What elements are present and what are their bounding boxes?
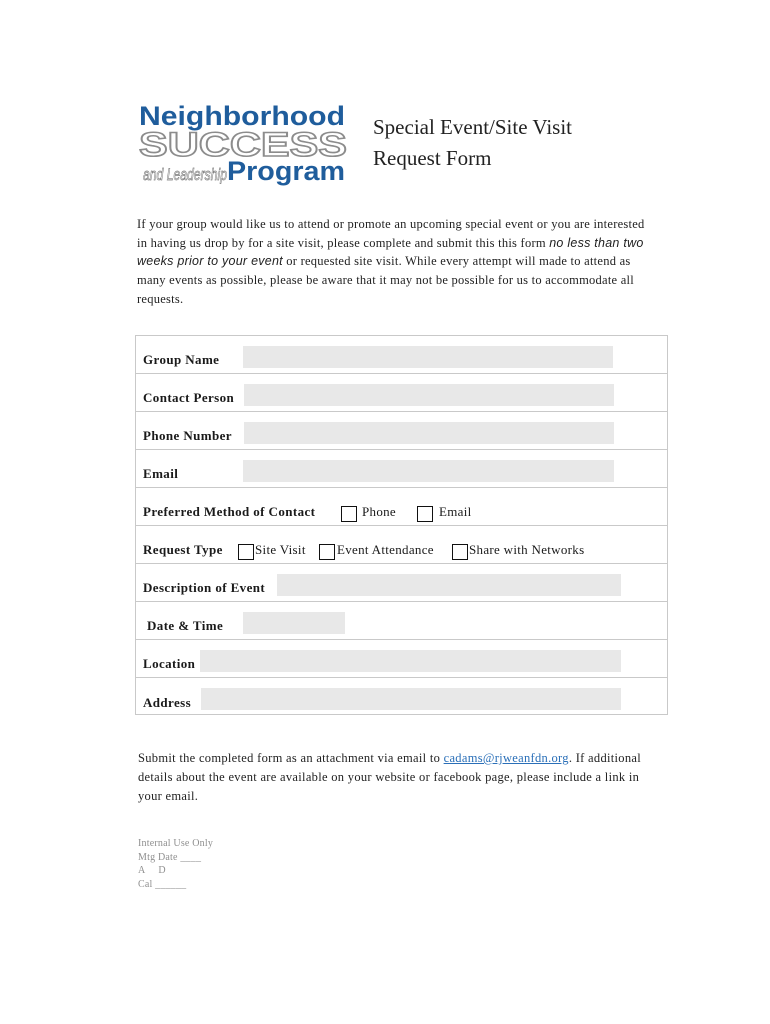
intro-text-end: or requested site visit. While every attempt will made to attend as many events as possible, please be aware that it may not be possible for us to accommodate all requests.: [137, 254, 634, 306]
submit-text-start: Submit the completed form as an attachment via email to: [138, 751, 444, 765]
date-time-label: Date & Time: [147, 618, 224, 633]
event-attendance-checkbox[interactable]: [319, 544, 335, 560]
internal-cal: Cal ______: [138, 878, 187, 890]
row-address: [136, 678, 667, 716]
row-request-type: [136, 526, 667, 564]
internal-approval: A D: [138, 865, 166, 877]
email-label: Email: [143, 466, 179, 481]
row-group-name: [136, 336, 667, 374]
site-visit-checkbox[interactable]: [238, 544, 254, 560]
internal-mtg-date: Mtg Date ____: [138, 851, 202, 863]
phone-option-label: Phone: [362, 504, 396, 519]
intro-text-start: If your group would like us to attend or promote an upcoming special event or you are interested in having us drop by for a site visit, please complete and submit this this form: [137, 217, 645, 250]
share-networks-option-label: Share with Networks: [469, 542, 585, 557]
contact-person-field[interactable]: [244, 384, 614, 406]
logo-line-program: Program: [227, 156, 345, 186]
row-contact-person: [136, 374, 667, 412]
location-label: Location: [143, 656, 196, 671]
row-phone-number: [136, 412, 667, 450]
row-email: [136, 450, 667, 488]
internal-use-heading: Internal Use Only: [138, 838, 214, 849]
contact-email-link[interactable]: cadams@rjweanfdn.org: [443, 751, 569, 765]
row-description: [136, 564, 667, 602]
phone-number-field[interactable]: [244, 422, 614, 444]
submit-instructions: [138, 749, 648, 805]
intro-paragraph: [137, 215, 657, 309]
share-networks-checkbox[interactable]: [452, 544, 468, 560]
submit-text-end: . If additional details about the event are available on your website or facebook page, please include a link in your email.: [138, 751, 642, 803]
preferred-contact-label: Preferred Method of Contact: [143, 504, 316, 519]
internal-use-block: [138, 837, 213, 891]
logo-line-success: SUCCESS: [139, 126, 347, 164]
email-option-label: Email: [439, 504, 472, 519]
description-field[interactable]: [277, 574, 621, 596]
row-location: [136, 640, 667, 678]
request-type-label: Request Type: [143, 542, 223, 557]
date-time-field[interactable]: [243, 612, 345, 634]
form-title-line-2: Request Form: [373, 146, 492, 170]
neighborhood-success-logo: [138, 100, 350, 186]
contact-person-label: Contact Person: [143, 390, 235, 405]
row-date-time: [136, 602, 667, 640]
address-label: Address: [143, 695, 192, 710]
site-visit-option-label: Site Visit: [255, 542, 306, 557]
group-name-field[interactable]: [243, 346, 613, 368]
group-name-label: Group Name: [143, 352, 220, 367]
row-preferred-contact: [136, 488, 667, 526]
email-checkbox[interactable]: [417, 506, 433, 522]
description-label: Description of Event: [143, 580, 266, 595]
logo-line-neighborhood: Neighborhood: [139, 101, 345, 131]
form-title: [373, 112, 572, 174]
event-attendance-option-label: Event Attendance: [337, 542, 434, 557]
address-field[interactable]: [201, 688, 621, 710]
intro-emphasis: no less than two weeks prior to your event: [137, 235, 644, 269]
phone-checkbox[interactable]: [341, 506, 357, 522]
logo-line-and-leadership: and Leadership: [143, 165, 227, 184]
email-field[interactable]: [243, 460, 614, 482]
location-field[interactable]: [200, 650, 621, 672]
request-form: [135, 335, 668, 715]
phone-number-label: Phone Number: [143, 428, 232, 443]
form-title-line-1: Special Event/Site Visit: [373, 115, 572, 139]
